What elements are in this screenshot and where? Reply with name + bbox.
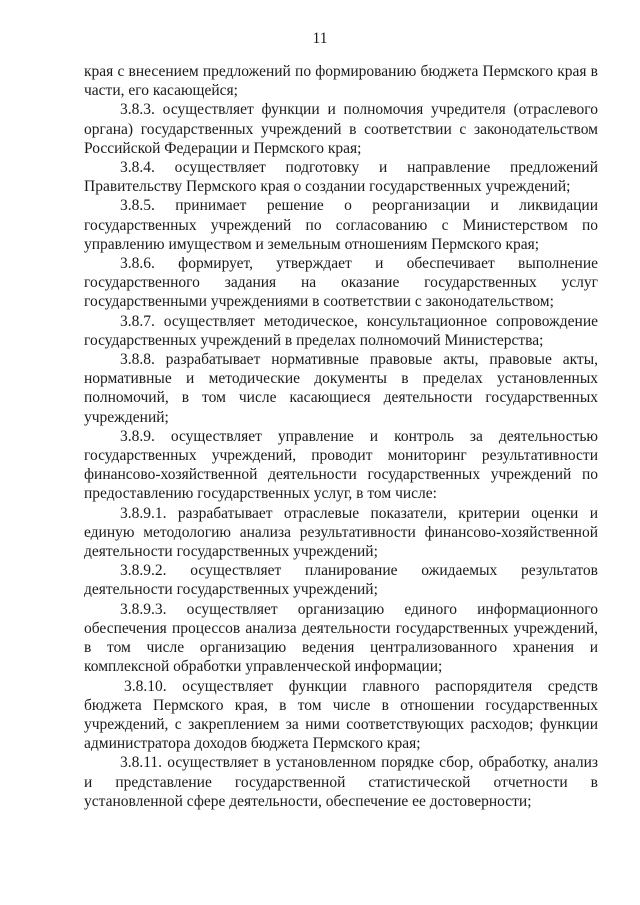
paragraph-3-8-5: 3.8.5. принимает решение о реорганизации и ликвидации государственных учреждений по согласованию с Министерством по управлению имуществом и земельным отношениям Пермского края; <box>84 197 598 253</box>
paragraph-3-8-9-3: 3.8.9.3. осуществляет организацию единого информационного обеспечения процессов анализа деятельности государственных учреждений, в том числе организацию ведения централизованного хранения и комплексной обработки управленческой информации; <box>84 600 598 676</box>
paragraph-3-8-6: 3.8.6. формирует, утверждает и обеспечивает выполнение государственного задания на оказание государственных услуг государственными учреждениями в соответствии с законодательством; <box>84 255 598 311</box>
paragraph-3-8-3: 3.8.3. осуществляет функции и полномочия учредителя (отраслевого органа) государственных учреждений в соответствии с законодательством Российской Федерации и Пермского края; <box>84 101 598 157</box>
paragraph-3-8-9: 3.8.9. осуществляет управление и контроль за деятельностью государственных учреждений, проводит мониторинг результативности финансово-хозяйственной деятельности государственных учреждений по предоставлению государственных услуг, в том числе: <box>84 427 598 503</box>
document-body <box>84 62 598 811</box>
paragraph-3-8-11: 3.8.11. осуществляет в установленном порядке сбор, обработку, анализ и представление государственной статистической отчетности в установленной сфере деятельности, обеспечение ее достоверности; <box>84 754 598 810</box>
paragraph-3-8-9-1: 3.8.9.1. разрабатывает отраслевые показатели, критерии оценки и единую методологию анализа результативности финансово-хозяйственной деятельности государственных учреждений; <box>84 504 598 561</box>
paragraph-3-8-4: 3.8.4. осуществляет подготовку и направление предложений Правительству Пермского края о создании государственных учреждений; <box>84 159 598 196</box>
paragraph-3-8-8: 3.8.8. разрабатывает нормативные правовые акты, правовые акты, нормативные и методические документы в пределах установленных полномочий, в том числе касающиеся деятельности государственных учреждений; <box>84 351 598 426</box>
paragraph-3-8-10: 3.8.10. осуществляет функции главного распорядителя средств бюджета Пермского края, в том числе в отношении государственных учреждений, с закреплением за ними соответствующих расходов; функции администратора доходов бюджета Пермского края; <box>84 677 598 753</box>
page-number: 11 <box>312 30 328 47</box>
paragraph-3-8-9-2: 3.8.9.2. осуществляет планирование ожидаемых результатов деятельности государственных учреждений; <box>84 562 598 599</box>
paragraph-continuation: края с внесением предложений по формированию бюджета Пермского края в части, его касающейся; <box>84 63 598 100</box>
paragraph-3-8-7: 3.8.7. осуществляет методическое, консультационное сопровождение государственных учреждений в пределах полномочий Министерства; <box>84 312 598 349</box>
